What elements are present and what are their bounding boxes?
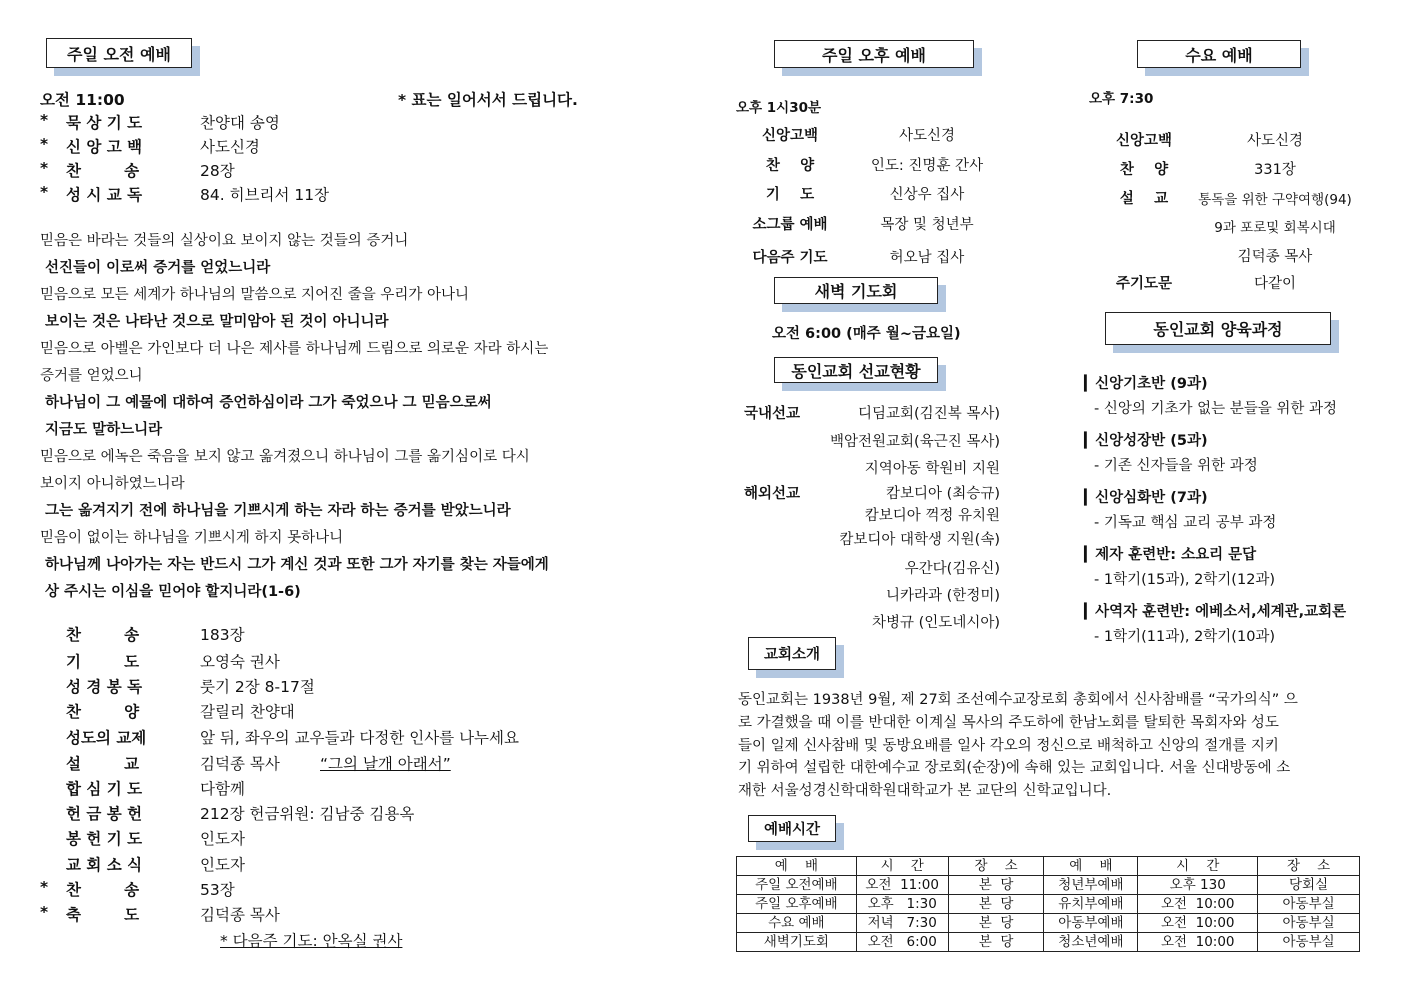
table-row: [737, 933, 1360, 952]
scripture-line: 믿음은 바라는 것들의 실상이요 보이지 않는 것들의 증거니: [40, 233, 409, 249]
intro-line: 기 위하여 설립한 대한예수교 장로회(순장)에 속해 있는 교회입니다. 서울 신대방동에 소: [738, 760, 1291, 776]
order-label: 찬 송: [66, 162, 140, 180]
table-cell: 오전 10:00: [1138, 933, 1258, 952]
course-name: ▎사역자 훈련반: 에베소서,세계관,교회론: [1084, 604, 1347, 620]
scripture-line: 하나님이 그 예물에 대하여 증언하심이라 그가 죽었으나 그 믿음으로써: [40, 395, 492, 411]
table-cell: 오전 11:00: [856, 876, 948, 895]
order-label: 주기도문: [1115, 276, 1173, 292]
order-label: 다음주 기도: [752, 250, 828, 266]
order-value: 84. 히브리서 11장: [200, 186, 330, 204]
order-value: 목장 및 청년부: [880, 217, 974, 233]
mission-title: 동인교회 선교현황: [774, 357, 938, 383]
order-value: 오영숙 권사: [200, 653, 280, 671]
order-label: 성 시 교 독: [66, 186, 143, 204]
table-row: [737, 914, 1360, 933]
table-header: 장 소: [1258, 857, 1360, 876]
order-star: *: [40, 159, 49, 177]
afternoon-title: 주일 오후 예배: [774, 40, 974, 68]
order-label: 봉 헌 기 도: [66, 830, 143, 848]
intro-title: 교회소개: [748, 637, 836, 670]
order-label: 합 심 기 도: [66, 780, 143, 798]
order-value: 허오남 집사: [889, 250, 965, 266]
table-cell: 본 당: [948, 876, 1044, 895]
course-desc: - 기존 신자들을 위한 과정: [1094, 458, 1258, 474]
mission-item: 캄보디아 (최승규): [886, 486, 1000, 502]
order-value: 183장: [200, 626, 245, 644]
table-cell: 저녁 7:30: [856, 914, 948, 933]
order-label: 축 도: [66, 906, 140, 924]
order-value: 찬양대 송영: [200, 114, 280, 132]
mission-item: 캄보디아 대학생 지원(속): [839, 532, 1000, 548]
training-title-box: [1105, 312, 1331, 345]
course-name: ▎신앙심화반 (7과): [1084, 490, 1208, 506]
mission-item: 우간다(김유신): [904, 561, 1000, 577]
mission-item: 백암전원교회(육근진 목사): [830, 434, 1000, 450]
order-value: 53장: [200, 881, 235, 899]
table-cell: 주일 오후예배: [737, 895, 857, 914]
order-star: *: [40, 878, 49, 896]
scripture-line: 보이는 것은 나타난 것으로 말미암아 된 것이 아니니라: [40, 314, 389, 330]
table-cell: 오후 130: [1138, 876, 1258, 895]
order-label: 헌 금 봉 헌: [66, 805, 143, 823]
intro-line: 재한 서울성경신학대학원대학교가 본 교단의 신학교입니다.: [738, 783, 1112, 799]
afternoon-title-box: [774, 40, 974, 68]
scripture-line: 그는 옮겨지기 전에 하나님을 기쁘시게 하는 자라 하는 증거를 받았느니라: [40, 503, 511, 519]
order-label: 찬 양: [1119, 162, 1169, 178]
intro-line: 동인교회는 1938년 9월, 제 27회 조선예수교장로회 총회에서 신사참배를 “국가의식” 으: [738, 692, 1298, 708]
table-cell: 본 당: [948, 895, 1044, 914]
order-star: *: [40, 111, 49, 129]
table-header: 예 배: [737, 857, 857, 876]
order-value: 신상우 집사: [889, 187, 965, 203]
order-value: 331장: [1254, 162, 1296, 178]
dawn-title: 새벽 기도회: [774, 277, 938, 304]
order-label: 기 도: [765, 187, 815, 203]
table-header-row: [737, 857, 1360, 876]
table-header: 시 간: [1138, 857, 1258, 876]
morning-time: 오전 11:00: [40, 91, 125, 109]
mission-item: 니카라과 (한정미): [886, 588, 1000, 604]
course-name: ▎신앙성장반 (5과): [1084, 433, 1208, 449]
scripture-line: 하나님께 나아가는 자는 반드시 그가 계신 것과 또한 그가 자기를 찾는 자들에게: [40, 557, 549, 573]
training-title: 동인교회 양육과정: [1105, 312, 1331, 345]
table-row: [737, 876, 1360, 895]
order-label: 신앙고백: [761, 128, 819, 144]
order-value: 212장 헌금위원: 김남중 김용옥: [200, 805, 415, 823]
scripture-line: 지금도 말하느니라: [40, 422, 163, 438]
table-cell: 유치부예배: [1044, 895, 1138, 914]
schedule-title-box: [748, 815, 836, 842]
course-desc: - 1학기(15과), 2학기(12과): [1094, 572, 1276, 588]
table-cell: 청소년예배: [1044, 933, 1138, 952]
afternoon-time: 오후 1시30분: [736, 100, 822, 116]
next-week-prayer: * 다음주 기도: 안옥실 권사: [220, 932, 403, 950]
table-cell: 본 당: [948, 914, 1044, 933]
table-cell: 오전 10:00: [1138, 895, 1258, 914]
scripture-line: 증거를 얻었으니: [40, 368, 143, 384]
order-label: 기 도: [66, 653, 140, 671]
scripture-line: 선진들이 이로써 증거를 얻었느니라: [40, 260, 271, 276]
order-label: 성도의 교제: [66, 729, 147, 747]
order-value: 김덕종 목사: [200, 906, 280, 924]
mission-item: 캄보디아 꺽정 유치원: [864, 508, 1000, 524]
order-star: *: [40, 183, 49, 201]
table-cell: 아동부예배: [1044, 914, 1138, 933]
scripture-line: 믿음이 없이는 하나님을 기쁘시게 하지 못하나니: [40, 530, 344, 546]
scripture-line: 상 주시는 이심을 믿어야 할지니라(1-6): [40, 584, 301, 600]
mission-title-box: [774, 357, 938, 383]
domestic-label: 국내선교: [744, 406, 801, 422]
order-value: 김덕종 목사: [200, 755, 280, 773]
order-label: 성 경 봉 독: [66, 678, 143, 696]
table-cell: 당회실: [1258, 876, 1360, 895]
table-cell: 주일 오전예배: [737, 876, 857, 895]
table-cell: 아동부실: [1258, 933, 1360, 952]
morning-title: 주일 오전 예배: [46, 38, 192, 68]
standing-note: * 표는 일어서서 드립니다.: [398, 91, 578, 109]
schedule-table: [736, 856, 1360, 952]
order-value: 사도신경: [898, 128, 956, 144]
order-value: 9과 포로및 회복시대: [1214, 220, 1336, 236]
order-label: 찬 양: [66, 703, 140, 721]
table-cell: 새벽기도회: [737, 933, 857, 952]
order-label: 설 교: [1119, 191, 1169, 207]
order-label: 찬 송: [66, 626, 140, 644]
table-header: 예 배: [1044, 857, 1138, 876]
order-label: 묵 상 기 도: [66, 114, 143, 132]
order-label: 신 앙 고 백: [66, 138, 143, 156]
schedule-title: 예배시간: [748, 815, 836, 842]
intro-title-box: [748, 637, 836, 670]
order-value: 인도자: [200, 856, 245, 874]
course-name: ▎제자 훈련반: 소요리 문답: [1084, 547, 1257, 563]
mission-item: 지역아동 학원비 지원: [864, 461, 1000, 477]
order-value: 다같이: [1253, 276, 1297, 292]
scripture-line: 보이지 아니하였느니라: [40, 476, 185, 492]
intro-line: 들이 일제 신사참배 및 동방요배를 일사 각오의 정신으로 배척하고 신앙의 절개를 지키: [738, 738, 1279, 754]
order-label: 찬 양: [765, 158, 815, 174]
table-cell: 오전 6:00: [856, 933, 948, 952]
wednesday-title: 수요 예배: [1137, 40, 1301, 68]
morning-title-box: [46, 38, 192, 68]
table-cell: 아동부실: [1258, 895, 1360, 914]
mission-item: 디딤교회(김진복 목사): [858, 406, 1000, 422]
order-value: 사도신경: [1246, 133, 1304, 149]
dawn-time: 오전 6:00 (매주 월~금요일): [772, 326, 961, 342]
table-header: 장 소: [948, 857, 1044, 876]
table-cell: 오후 1:30: [856, 895, 948, 914]
course-name: ▎신앙기초반 (9과): [1084, 376, 1208, 392]
scripture-line: 믿음으로 에녹은 죽음을 보지 않고 옮겨졌으니 하나님이 그를 옮기심이로 다시: [40, 449, 530, 465]
course-desc: - 기독교 핵심 교리 공부 과정: [1094, 515, 1277, 531]
order-star: *: [40, 135, 49, 153]
order-value: 앞 뒤, 좌우의 교우들과 다정한 인사를 나누세요: [200, 729, 519, 747]
order-value: 다함께: [200, 780, 245, 798]
table-row: [737, 895, 1360, 914]
table-cell: 청년부예배: [1044, 876, 1138, 895]
order-value: 룻기 2장 8-17절: [200, 678, 315, 696]
order-value: 인도: 진명훈 간사: [870, 158, 984, 174]
intro-line: 로 가결했을 때 이를 반대한 이계실 목사의 주도하에 한남노회를 탈퇴한 목회자와 성도: [738, 715, 1279, 731]
table-header: 시 간: [856, 857, 948, 876]
order-star: *: [40, 903, 49, 921]
scripture-line: 믿음으로 아벨은 가인보다 더 나은 제사를 하나님께 드림으로 의로운 자라 하시는: [40, 341, 549, 357]
dawn-title-box: [774, 277, 938, 304]
table-cell: 아동부실: [1258, 914, 1360, 933]
order-value: 28장: [200, 162, 235, 180]
scripture-line: 믿음으로 모든 세계가 하나님의 말씀으로 지어진 줄을 우리가 아나니: [40, 287, 470, 303]
sermon-title: “그의 날개 아래서”: [320, 755, 451, 773]
order-label: 찬 송: [66, 881, 140, 899]
order-label: 소그룹 예배: [752, 217, 828, 233]
wednesday-title-box: [1137, 40, 1301, 68]
order-value: 갈릴리 찬양대: [200, 703, 295, 721]
table-cell: 오전 10:00: [1138, 914, 1258, 933]
order-value: 사도신경: [200, 138, 260, 156]
overseas-label: 해외선교: [744, 486, 801, 502]
table-cell: 본 당: [948, 933, 1044, 952]
table-cell: 수요 예배: [737, 914, 857, 933]
order-value: 인도자: [200, 830, 245, 848]
order-value: 통독을 위한 구약여행(94): [1198, 192, 1352, 208]
course-desc: - 1학기(11과), 2학기(10과): [1094, 629, 1276, 645]
order-label: 교 회 소 식: [66, 856, 143, 874]
wednesday-time: 오후 7:30: [1089, 91, 1154, 107]
course-desc: - 신앙의 기초가 없는 분들을 위한 과정: [1094, 401, 1337, 417]
mission-item: 차병규 (인도네시아): [872, 615, 1000, 631]
order-value: 김덕종 목사: [1237, 249, 1313, 265]
order-label: 설 교: [66, 755, 140, 773]
order-label: 신앙고백: [1115, 133, 1173, 149]
